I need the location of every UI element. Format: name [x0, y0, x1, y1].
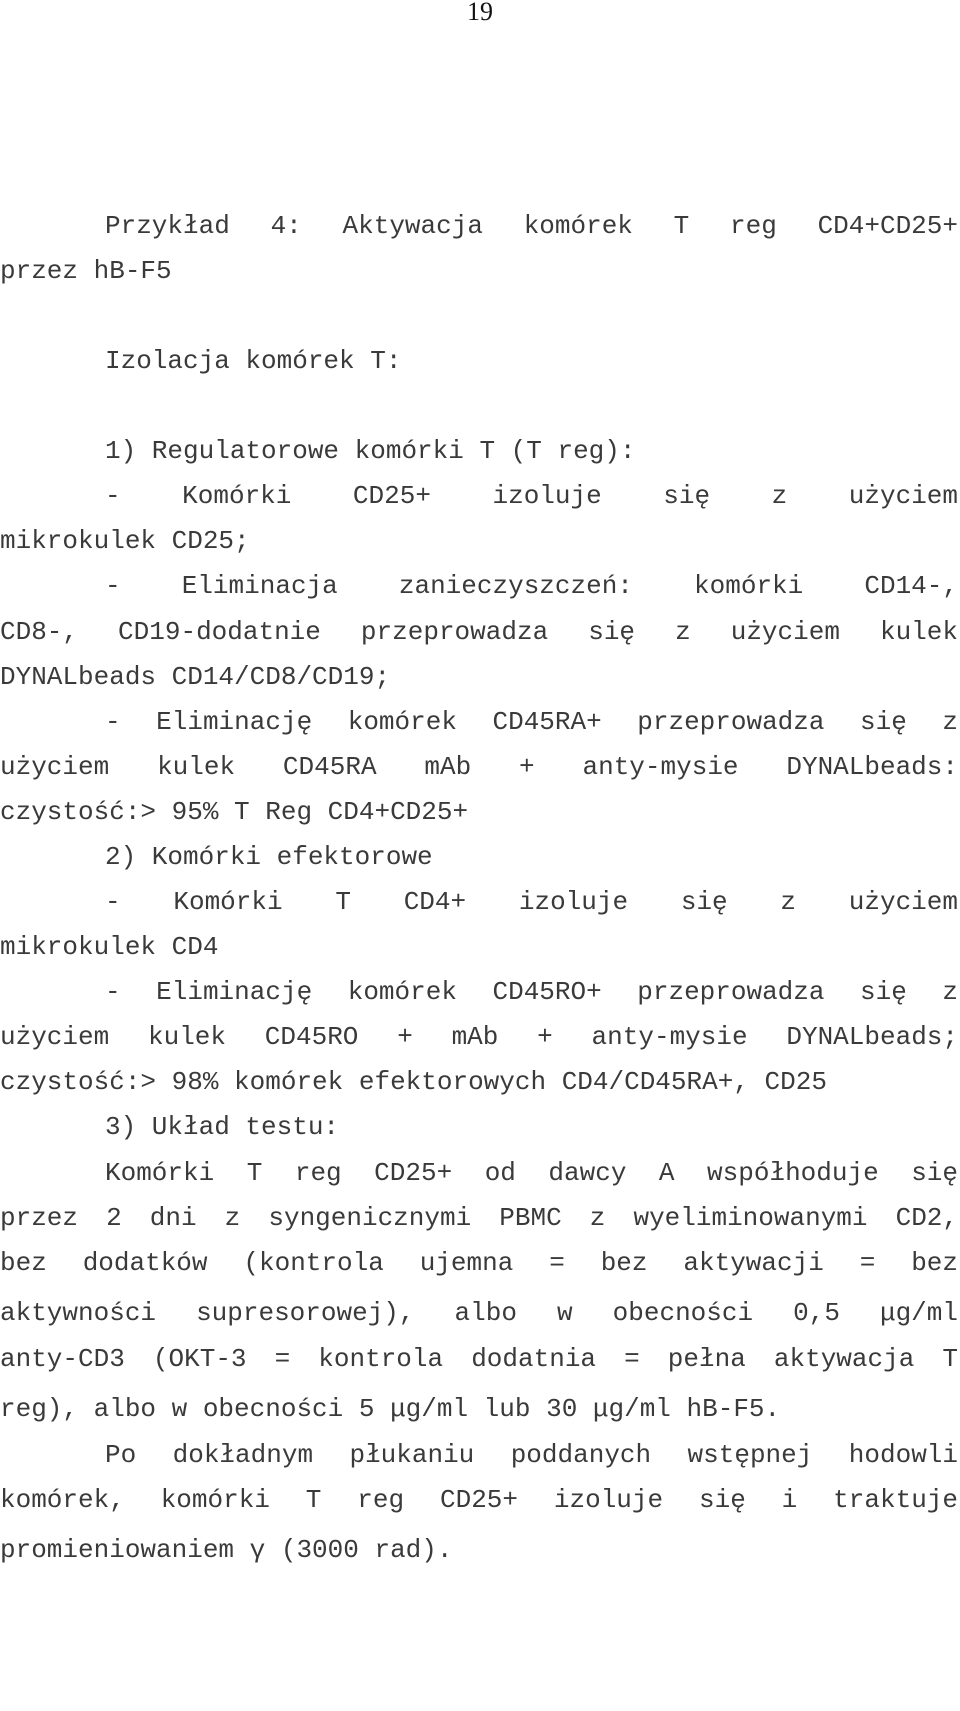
text-line: 2) Komórki efektorowe [105, 842, 433, 872]
text-line: - Eliminacja zanieczyszczeń: komórki CD14-, [105, 571, 958, 601]
text-line: bez dodatków (kontrola ujemna = bez aktywacji = bez [0, 1248, 958, 1278]
text-line: Przykład 4: Aktywacja komórek T reg CD4+CD25+ [105, 211, 958, 241]
text-line: 1) Regulatorowe komórki T (T reg): [105, 436, 636, 466]
text-line: aktywności supresorowej), albo w obecności 0,5 μg/ml [0, 1298, 958, 1328]
text-line: Komórki T reg CD25+ od dawcy A współhoduje się [105, 1158, 958, 1188]
text-line: przez 2 dni z syngenicznymi PBMC z wyeliminowanymi CD2, [0, 1203, 958, 1233]
text-line: Po dokładnym płukaniu poddanych wstępnej hodowli [105, 1440, 958, 1470]
text-line: użyciem kulek CD45RO + mAb + anty-mysie DYNALbeads; [0, 1022, 958, 1052]
text-line: reg), albo w obecności 5 μg/ml lub 30 μg/ml hB-F5. [0, 1394, 781, 1424]
text-line: anty-CD3 (OKT-3 = kontrola dodatnia = pełna aktywacja T [0, 1344, 958, 1374]
text-line: czystość:> 95% T Reg CD4+CD25+ [0, 797, 469, 827]
text-line: promieniowaniem γ (3000 rad). [0, 1535, 453, 1565]
text-line: mikrokulek CD25; [0, 526, 250, 556]
text-line: Izolacja komórek T: [105, 346, 402, 376]
text-line: CD8-, CD19-dodatnie przeprowadza się z użyciem kulek [0, 617, 958, 647]
text-line: 3) Układ testu: [105, 1112, 340, 1142]
text-line: - Komórki T CD4+ izoluje się z użyciem [105, 887, 958, 917]
text-line: DYNALbeads CD14/CD8/CD19; [0, 662, 391, 692]
text-line: czystość:> 98% komórek efektorowych CD4/CD45RA+, CD25 [0, 1067, 827, 1097]
text-line: przez hB-F5 [0, 256, 172, 286]
page-number: 19 [467, 0, 493, 26]
text-line: użyciem kulek CD45RA mAb + anty-mysie DYNALbeads: [0, 752, 958, 782]
text-line: mikrokulek CD4 [0, 932, 219, 962]
text-line: - Komórki CD25+ izoluje się z użyciem [105, 481, 958, 511]
text-line: komórek, komórki T reg CD25+ izoluje się i traktuje [0, 1485, 958, 1515]
text-line: - Eliminację komórek CD45RA+ przeprowadza się z [105, 707, 958, 737]
text-line: - Eliminację komórek CD45RO+ przeprowadza się z [105, 977, 958, 1007]
